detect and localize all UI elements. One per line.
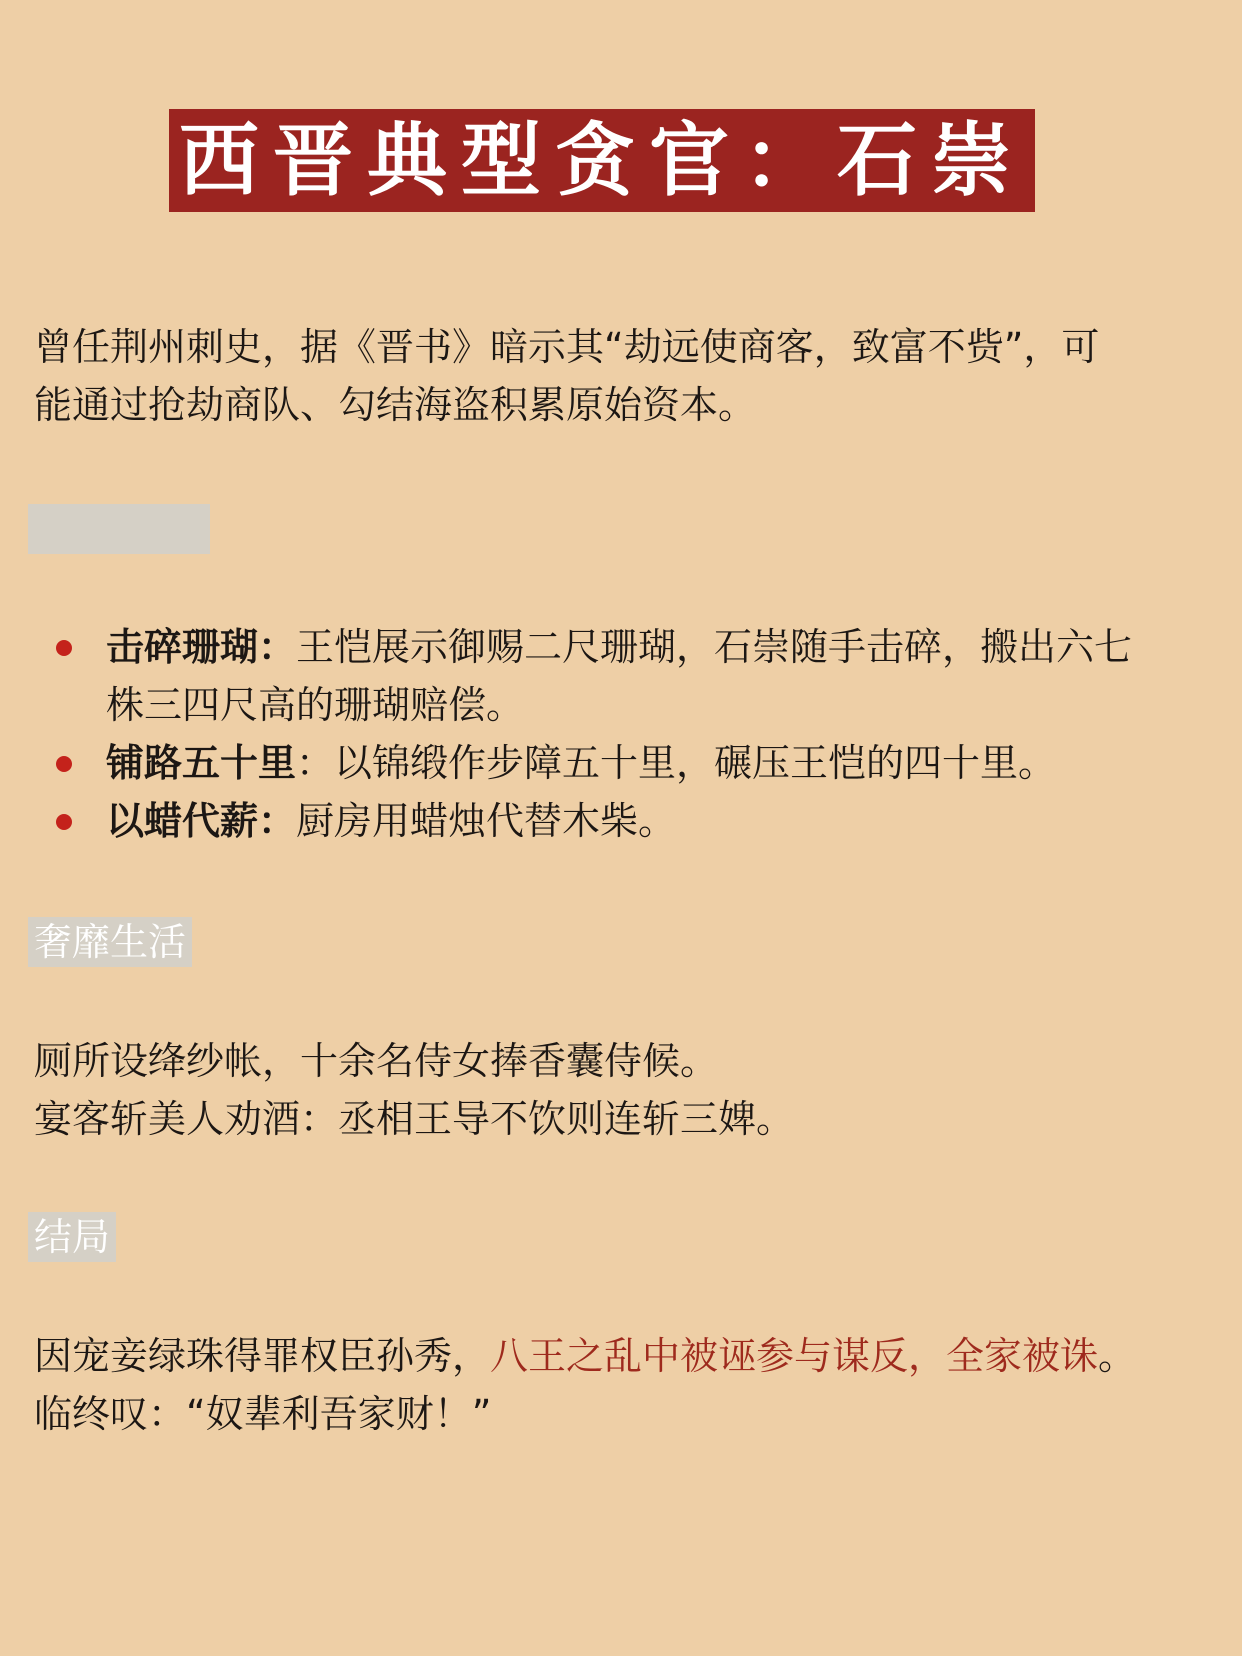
bullet-term: 铺路五十里 bbox=[106, 741, 297, 785]
bullet-separator: ： bbox=[258, 799, 297, 843]
list-item bbox=[0, 734, 1242, 792]
bullet-dot-icon bbox=[56, 756, 72, 772]
list-item bbox=[0, 618, 1242, 734]
bullet-term: 击碎珊瑚 bbox=[106, 625, 259, 669]
luxury-line-2: 宴客斩美人劝酒：丞相王导不饮则连斩三婢。 bbox=[34, 1097, 795, 1141]
ending-highlight: 八王之乱中被诬参与谋反，全家被诛 bbox=[490, 1334, 1099, 1378]
intro-line-2: 能通过抢劫商队、勾结海盗积累原始资本。 bbox=[34, 383, 757, 427]
anecdote-list bbox=[0, 618, 1242, 850]
bullet-text-continued: 株三四尺高的珊瑚赔偿。 bbox=[106, 683, 525, 727]
section-tag-ending: 结局 bbox=[28, 1212, 116, 1262]
intro-paragraph bbox=[34, 318, 1209, 434]
luxury-line-1: 厕所设绛纱帐，十余名侍女捧香囊侍候。 bbox=[34, 1039, 719, 1083]
page-title: 西晋典型贪官：石崇 bbox=[179, 113, 1025, 207]
ending-line-2: 临终叹：“奴辈利吾家财！” bbox=[34, 1392, 492, 1436]
bullet-text: 以锦缎作步障五十里，碾压王恺的四十里。 bbox=[334, 741, 1057, 785]
ending-text: 因宠妾绿珠得罪权臣孙秀， bbox=[34, 1334, 491, 1378]
bullet-text: 厨房用蜡烛代替木柴。 bbox=[296, 799, 677, 843]
ending-paragraph bbox=[34, 1327, 1209, 1443]
list-item bbox=[0, 792, 1242, 850]
section-tag-blurred bbox=[28, 504, 210, 554]
bullet-term: 以蜡代薪 bbox=[106, 799, 259, 843]
section-tag-luxury: 奢靡生活 bbox=[28, 917, 192, 967]
ending-period: 。 bbox=[1098, 1334, 1137, 1378]
bullet-dot-icon bbox=[56, 640, 72, 656]
bullet-separator: ： bbox=[296, 741, 335, 785]
luxury-paragraph bbox=[34, 1032, 1209, 1148]
title-banner bbox=[169, 109, 1035, 212]
bullet-dot-icon bbox=[56, 814, 72, 830]
bullet-separator: ： bbox=[258, 625, 297, 669]
intro-line-1: 曾任荆州刺史，据《晋书》暗示其“劫远使商客，致富不赀”，可 bbox=[34, 325, 1100, 369]
bullet-text: 王恺展示御赐二尺珊瑚，石崇随手击碎，搬出六七 bbox=[296, 625, 1133, 669]
